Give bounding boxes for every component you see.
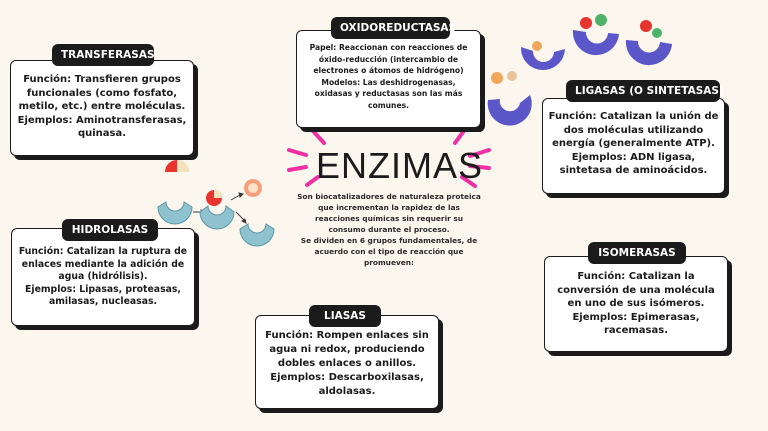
oxidoreductasas-text2: Modelos: Las deshidrogenasas, oxidasas y reductasas son las más comunes. [314,77,463,110]
ligasas-card [542,98,725,194]
description-paragraph: Son biocatalizadores de naturaleza proteica que incrementan la rapidez de las reacciones químicas sin requerir su consumo durante el proceso. [297,192,481,234]
enzyme-blue-icon [521,41,565,70]
oxidoreductasas-tag: OXIDOREDUCTASAS [331,17,450,39]
hidrolasas-funcion: Función: Catalizan la ruptura de enlaces mediante la adición de agua (hidrólisis). [18,246,188,282]
transferasas-ejemplos: Ejemplos: Aminotransferasas, quinasa. [17,114,187,139]
enzyme-blue-icon [573,14,619,55]
enzyme-blue-icon [488,71,532,126]
liasas-card [255,315,439,409]
ligasas-ejemplos: Ejemplos: ADN ligasa, sintetasa de aminoácidos. [559,151,708,176]
enzyme-teal-icon [158,202,192,224]
substrate-icon [244,179,262,197]
transferasas-tag: TRANSFERASAS [52,44,154,66]
enzyme-teal-icon [200,190,234,229]
isomerasas-ejemplos: Ejemplos: Epimerasas, racemasas. [572,311,700,336]
oxidoreductasas-card [296,30,481,128]
transferasas-card [10,60,194,156]
central-description [296,191,482,268]
liasas-tag: LIASAS [309,305,381,327]
ligasas-funcion: Función: Catalizan la unión de dos moléculas utilizando energía (generalmente ATP). [548,111,719,149]
ligasas-tag: LIGASAS (O SINTETASAS) [566,80,720,102]
transferasas-funcion: Función: Transfieren grupos funcionales (como fosfato, metilo, etc.) entre moléculas. [18,74,186,112]
liasas-ejemplos: Ejemplos: Descarboxilasas, aldolasas. [270,372,424,397]
hidrolasas-card [11,228,195,326]
enzyme-teal-icon [240,224,274,246]
description-paragraph: Se dividen en 6 grupos fundamentales, de acuerdo con el tipo de reacción que promueven: [300,236,478,267]
hidrolasas-tag: HIDROLASAS [62,219,158,241]
isomerasas-card [544,256,728,352]
page-title: ENZIMAS [316,145,484,186]
liasas-funcion: Función: Rompen enlaces sin agua ni redox, produciendo dobles enlaces o anillos. [265,330,429,369]
isomerasas-funcion: Función: Catalizan la conversión de una molécula en uno de sus isómeros. [557,271,715,309]
enzyme-blue-icon [626,20,672,65]
hidrolasas-ejemplos: Ejemplos: Lipasas, proteasas, amilasas, nucleasas. [25,283,181,307]
oxidoreductasas-text: Papel: Reaccionan con reacciones de óxido-reducción (intercambio de electrones o átomos de hidrógeno) [309,43,468,75]
isomerasas-tag: ISOMERASAS [588,242,686,264]
substrate-icon [165,160,189,172]
